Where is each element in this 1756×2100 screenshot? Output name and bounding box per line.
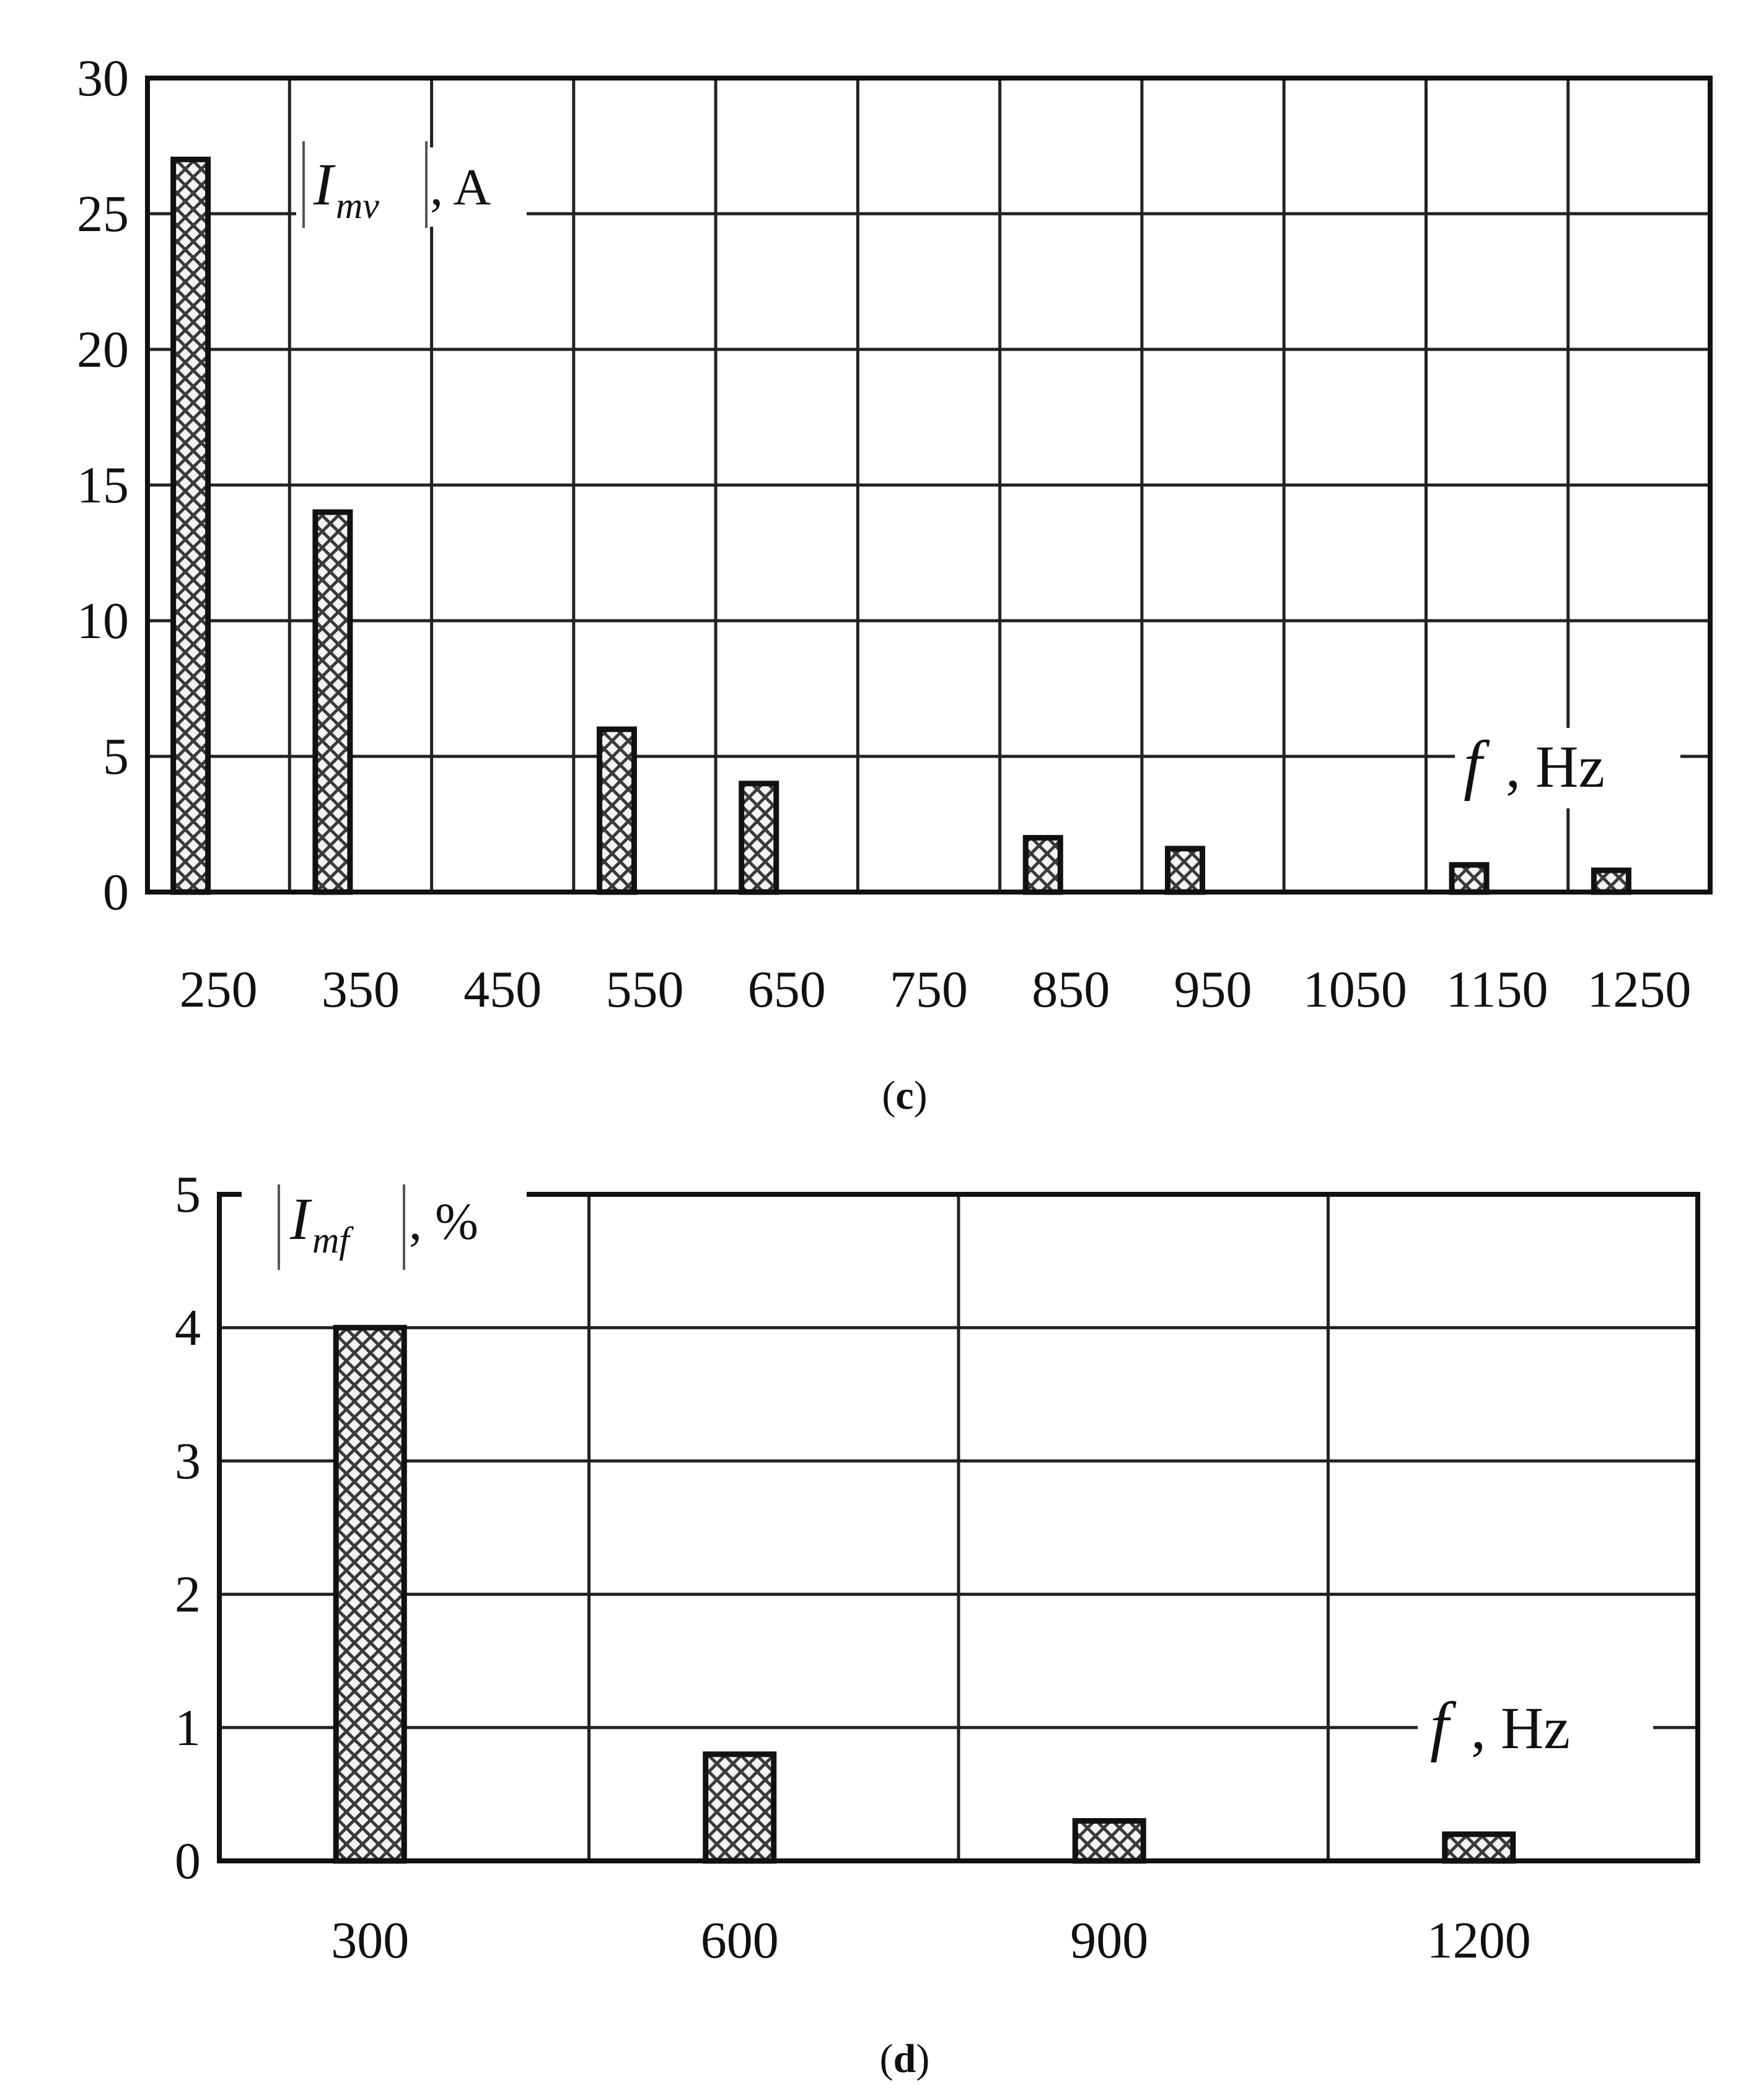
- x-tick-label: 550: [605, 961, 684, 1018]
- y-axis-label: [242, 1180, 527, 1270]
- y-tick-labels: [175, 1166, 201, 1890]
- x-tick-label: 750: [890, 961, 968, 1018]
- x-tick-label: 1150: [1446, 961, 1548, 1018]
- x-tick-label: 300: [331, 1912, 410, 1969]
- x-tick-labels: [180, 961, 1692, 1018]
- y-axis-unit: , %: [409, 1193, 478, 1251]
- y-tick-label: 5: [175, 1166, 201, 1223]
- x-axis-variable: f: [1430, 1689, 1449, 1763]
- x-tick-label: 950: [1174, 961, 1252, 1018]
- panel-caption-d: (d): [879, 2036, 930, 2081]
- bar-600: [706, 1754, 774, 1861]
- y-axis-variable: I: [290, 1186, 310, 1252]
- bar-650: [742, 784, 776, 892]
- x-tick-label: 900: [1070, 1912, 1149, 1969]
- y-axis-subscript: mf: [312, 1220, 349, 1261]
- bar-250: [173, 159, 208, 892]
- bar-900: [1075, 1821, 1143, 1861]
- y-tick-label: 2: [175, 1565, 201, 1624]
- x-tick-label: 1200: [1426, 1912, 1531, 1969]
- y-tick-label: 30: [77, 50, 129, 107]
- y-tick-label: 4: [175, 1299, 201, 1357]
- chart-panel-d: [175, 1166, 1698, 2081]
- y-tick-labels: [77, 50, 129, 921]
- x-tick-label: 1250: [1587, 961, 1692, 1018]
- x-tick-label: 650: [747, 961, 826, 1018]
- x-tick-labels: [331, 1912, 1531, 1969]
- panel-caption-c: (c): [882, 1073, 928, 1118]
- y-axis-subscript: mv: [335, 185, 379, 226]
- bar-550: [599, 729, 634, 892]
- x-tick-label: 600: [700, 1912, 779, 1969]
- x-axis-unit: , Hz: [1471, 1695, 1570, 1761]
- x-tick-label: 250: [179, 961, 258, 1018]
- bars: [173, 159, 1629, 892]
- y-tick-label: 0: [175, 1832, 201, 1890]
- x-axis-label: [1418, 1684, 1653, 1769]
- bar-300: [336, 1328, 404, 1861]
- x-tick-label: 1050: [1302, 961, 1407, 1018]
- x-tick-label: 350: [321, 961, 400, 1018]
- y-tick-label: 3: [175, 1432, 201, 1490]
- y-tick-label: 5: [103, 728, 129, 785]
- y-axis-label: [296, 141, 527, 228]
- y-axis-unit: , A: [430, 159, 491, 216]
- x-axis-label: [1455, 728, 1680, 808]
- bar-1150: [1452, 865, 1486, 892]
- x-axis-unit: , Hz: [1506, 733, 1605, 800]
- x-tick-label: 850: [1032, 961, 1110, 1018]
- bar-1250: [1594, 870, 1628, 892]
- y-axis-variable: I: [314, 151, 333, 217]
- x-axis-variable: f: [1464, 728, 1483, 802]
- y-tick-label: 20: [77, 321, 129, 378]
- y-tick-label: 10: [77, 592, 129, 650]
- y-tick-label: 25: [77, 185, 129, 243]
- chart-panel-c: [77, 50, 1710, 1118]
- bar-1200: [1445, 1834, 1513, 1861]
- bar-950: [1168, 849, 1203, 892]
- y-tick-label: 15: [77, 457, 129, 514]
- y-axis-label-background: [242, 1180, 527, 1264]
- y-tick-label: 1: [175, 1699, 201, 1757]
- bar-850: [1025, 838, 1060, 892]
- x-tick-label: 450: [463, 961, 542, 1018]
- bar-350: [315, 512, 350, 892]
- y-tick-label: 0: [103, 864, 129, 921]
